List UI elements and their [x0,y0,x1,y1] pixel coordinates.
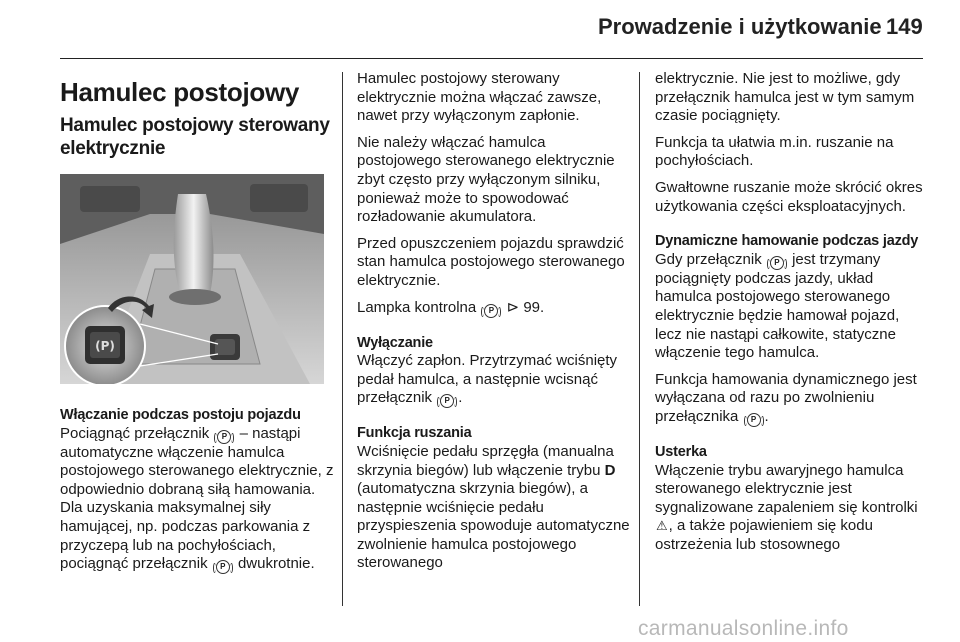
text: dwukrotnie. [237,555,315,573]
parking-brake-icon: P [217,430,231,444]
paragraph [60,425,334,575]
column-divider [639,72,640,606]
paragraph [655,462,927,555]
gear-mode-d: D [604,461,616,479]
svg-text:(P): (P) [95,339,115,353]
subsection-title: Hamulec postojowy sterowany elektrycznie [60,115,330,159]
block-title: Usterka [655,443,707,460]
paragraph [357,352,631,408]
text: Lampka kontrolna [357,298,477,316]
column-divider [342,72,343,606]
text: Wciśnięcie pedału sprzęgła (manualna skrzynia biegów) lub włączenie trybu [357,442,614,479]
paragraph [357,443,631,573]
parking-brake-icon: P [440,394,454,408]
page-reference[interactable]: 99. [523,298,545,316]
text: Funkcja hamowania dynamicznego jest wyłączana od razu po zwolnieniu przełącznika [655,370,917,425]
header-title: Prowadzenie i użytkowanie [598,14,882,39]
text: Włączenie trybu awaryjnego hamulca sterowanego elektrycznie jest sygnalizowane zapaleniem się kontrolki [655,461,918,516]
paragraph: Przed opuszczeniem pojazdu sprawdzić stan hamulca postojowego sterowanego elektrycznie. [357,234,625,289]
paragraph: elektrycznie. Nie jest to możliwe, gdy przełącznik hamulca jest w tym samym czasie pociągnięty. [655,70,915,125]
parking-brake-icon: P [747,413,761,427]
column-2 [357,70,631,581]
page-reference-icon: ⊳ [506,298,520,316]
paragraph [357,299,631,318]
page-number: 149 [886,14,923,39]
text: Włączyć zapłon. Przytrzymać wciśnięty pedał hamulca, a następnie wcisnąć przełącznik [357,352,618,407]
brake-warning-icon: ⚠ [656,518,668,534]
paragraph [655,251,927,363]
text: Pociągnąć przełącznik [60,424,210,442]
header-rule [60,58,923,59]
block-title: Dynamiczne hamowanie podczas jazdy [655,233,919,250]
paragraph: Funkcja ta ułatwia m.in. ruszanie na pochyłościach. [655,133,894,170]
parking-brake-icon: P [770,256,784,270]
text: – nastąpi automatyczne włączenie hamulca postojowego sterowanego elektrycznie, z odpowiednio dobraną siłą hamowania. Dla uzyskania maksymalnej siły hamującej, np. podczas parkowania z przyczepą lub na pochyłościach, pociągnąć przełącznik [60,424,334,573]
block-title: Włączanie podczas postoju pojazdu [60,407,301,423]
text: (automatyczna skrzynia biegów), a następnie wciśnięcie pedału przyspieszenia spowoduje automatyczne zwolnienie hamulca postojowego sterowanego [357,480,630,572]
column-1 [60,70,334,574]
text: . [764,407,769,425]
watermark: carmanualsonline.info [638,617,849,640]
section-title: Hamulec postojowy [60,77,300,107]
paragraph: Nie należy włączać hamulca postojowego sterowanego elektrycznie zbyt często przy wyłączonym silniku, ponieważ może to spowodować rozładowanie akumulatora. [357,133,615,226]
block-title: Funkcja ruszania [357,425,472,442]
parking-brake-switch-photo [60,174,324,384]
parking-brake-icon: P [216,560,230,574]
block-title: Wyłączanie [357,334,433,351]
parking-brake-icon: P [484,304,498,318]
column-3 [655,70,927,562]
text: . [458,389,463,407]
paragraph: Gwałtowne ruszanie może skrócić okres użytkowania części eksploatacyjnych. [655,178,923,215]
paragraph: Hamulec postojowy sterowany elektrycznie można włączać zawsze, nawet przy wyłączonym zapłonie. [357,70,602,125]
parking-brake-switch-illustration [60,174,324,384]
text: , a także pojawieniem się kodu ostrzeżenia lub stosownego [655,517,873,553]
text: jest trzymany pociągnięty podczas jazdy, układ hamulca postojowego sterowanego elektrycznie będzie hamował pojazd, lecz nie nastąpi całkowite, statyczne włączenie tego hamulca. [655,250,900,362]
text: Gdy przełącznik [655,250,762,268]
paragraph [655,371,927,427]
